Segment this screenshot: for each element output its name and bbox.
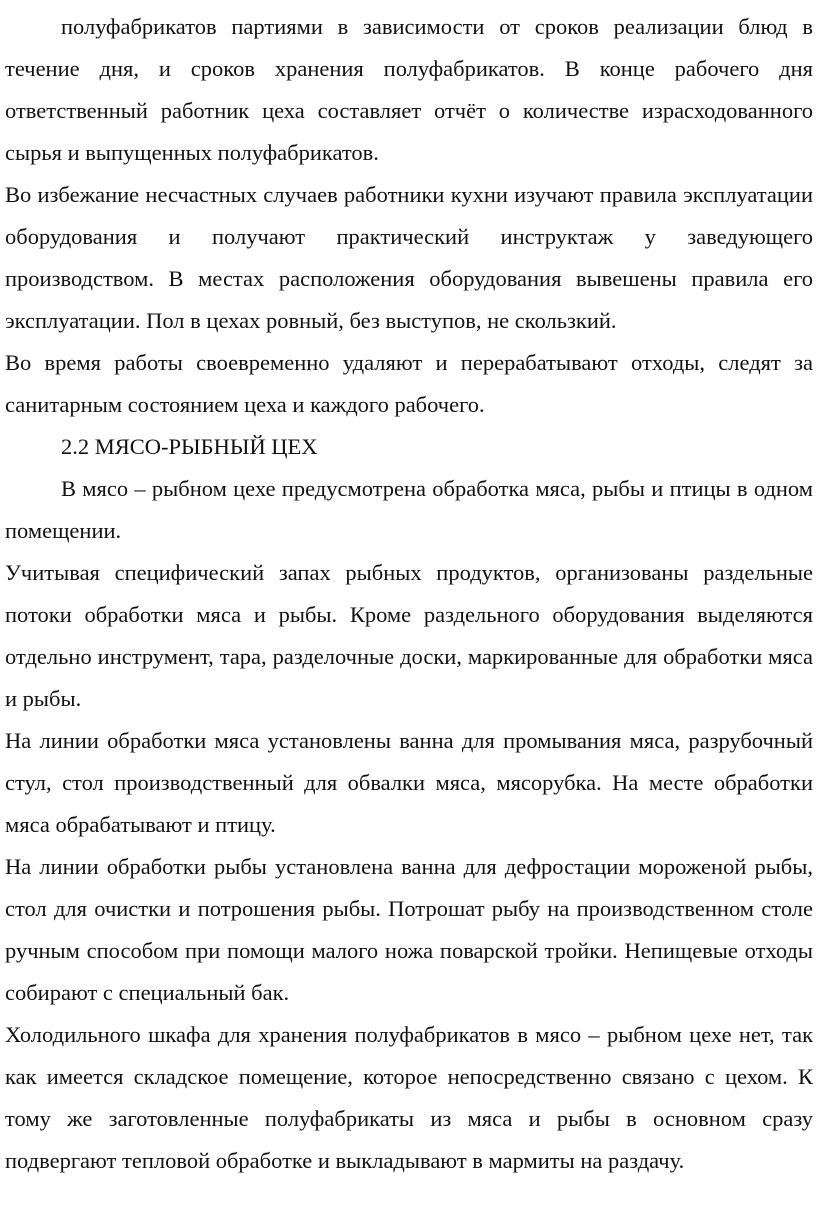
paragraph-shop-overview: В мясо – рыбном цехе предусмотрена обработка мяса, рыбы и птицы в одном помещении. xyxy=(5,476,813,543)
paragraph-safety-rules: Во избежание несчастных случаев работники кухни изучают правила эксплуатации оборудования и получают практический инструктаж у заведующего производством. В местах расположения оборудования вывешены правила его эксплуатации. Пол в цехах ровный, без выступов, не скользкий. xyxy=(5,182,813,333)
paragraph-continuation: полуфабрикатов партиями в зависимости от сроков реализации блюд в течение дня, и сроков хранения полуфабрикатов. В конце рабочего дня ответственный работник цеха составляет отчёт о количестве израсходованного сырья и выпущенных полуфабрикатов. xyxy=(5,14,813,165)
paragraph-separate-flows: Учитывая специфический запах рыбных продуктов, организованы раздельные потоки обработки мяса и рыбы. Кроме раздельного оборудования выделяются отдельно инструмент, тара, разделочные доски, маркированные для обработки мяса и рыбы. xyxy=(5,560,813,711)
section-heading: 2.2 МЯСО-РЫБНЫЙ ЦЕХ xyxy=(61,434,318,459)
paragraph-meat-line: На линии обработки мяса установлены ванна для промывания мяса, разрубочный стул, стол производственный для обвалки мяса, мясорубка. На месте обработки мяса обрабатывают и птицу. xyxy=(5,728,813,837)
paragraph-waste-sanitation: Во время работы своевременно удаляют и перерабатывают отходы, следят за санитарным состоянием цеха и каждого рабочего. xyxy=(5,350,813,417)
paragraph-refrigeration: Холодильного шкафа для хранения полуфабрикатов в мясо – рыбном цехе нет, так как имеется складское помещение, которое непосредственно связано с цехом. К тому же заготовленные полуфабрикаты из мяса и рыбы в основном сразу подвергают тепловой обработке и выкладывают в мармиты на раздачу. xyxy=(5,1022,813,1173)
paragraph-fish-line: На линии обработки рыбы установлена ванна для дефростации мороженой рыбы, стол для очистки и потрошения рыбы. Потрошат рыбу на производственном столе ручным способом при помощи малого ножа поварской тройки. Непищевые отходы собирают с специальный бак. xyxy=(5,854,813,1005)
